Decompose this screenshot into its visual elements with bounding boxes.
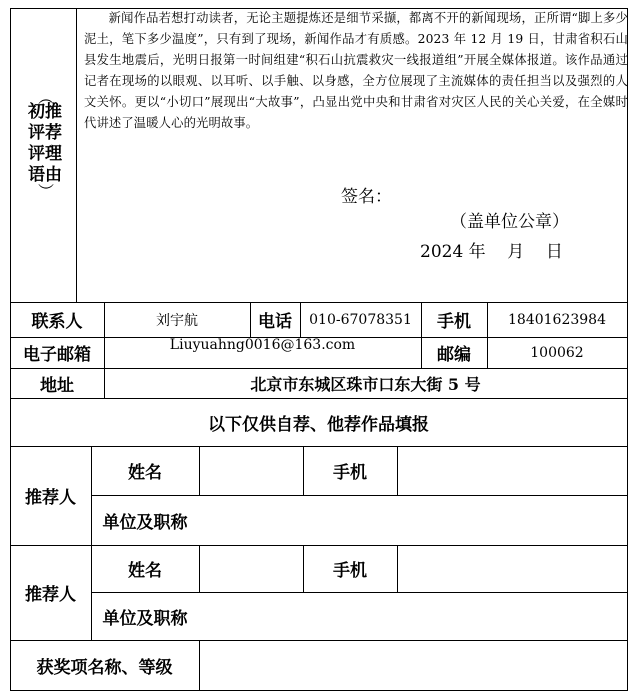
rule-rec1-v4: [397, 446, 398, 495]
recommender-2-label: 推荐人: [25, 585, 76, 605]
label-line-1: 初推: [28, 102, 62, 122]
phone-label: 电话: [258, 312, 292, 332]
seal-note: （盖单位公章）: [450, 212, 569, 232]
recommender-1-mobile-label: 手机: [333, 463, 367, 483]
contact-person-value: 刘宇航: [156, 312, 198, 329]
mobile-label: 手机: [437, 312, 471, 332]
self-recommend-note: 以下仅供自荐、他荐作品填报: [208, 414, 429, 435]
postcode-label: 邮编: [437, 345, 471, 365]
rule-recommendation-divider: [76, 8, 77, 302]
label-line-4: 语由: [28, 165, 62, 185]
rule-rec2-v4: [397, 545, 398, 592]
recommender-2-name-label: 姓名: [128, 561, 162, 581]
awards-label: 获奖项名称、等级: [36, 657, 173, 678]
phone-value: 010-67078351: [309, 311, 412, 328]
recommender-2-org-label: 单位及职称: [102, 608, 188, 629]
rule-bottom: [10, 690, 628, 691]
email-label: 电子邮箱: [23, 345, 91, 365]
mobile-value: 18401623984: [508, 311, 606, 328]
paren-open: （: [36, 88, 55, 105]
rule-awards-v1: [199, 640, 200, 690]
contact-person-label: 联系人: [31, 312, 83, 332]
rule-rec1-v2: [199, 446, 200, 495]
address-label: 地址: [40, 375, 74, 396]
postcode-value: 100062: [530, 344, 584, 361]
paren-close: ）: [36, 182, 55, 199]
recommender-1-label: 推荐人: [25, 488, 76, 508]
date-line: 2024 年 月 日: [420, 242, 563, 262]
label-line-3: 评理: [28, 144, 62, 164]
recommendation-text: 新闻作品若想打动读者，无论主题提炼还是细节采撷，都离不开的新闻现场，正所谓“脚上多少泥土，笔下多少温度”，只有到了现场，新闻作品才有质感。2023 年 12 月 19 日，甘肃省积石山县发生地震后，光明日报第一时间组建“积石山抗震救灾一线报道组”开展全媒体报道。该作品通过记者在现场的以眼观、以耳听、以手触、以身感，全方位展现了主流媒体的责任担当以及强烈的人文关怀。更以“小切口”展现出“大故事”，凸显出党中央和甘肃省对灾区人民的关心关爱，在全媒时代讲述了温暖人心的光明故事。: [84, 11, 628, 130]
email-value: Liuyuahng0016@163.com: [169, 337, 356, 353]
label-line-2: 评荐: [28, 123, 62, 143]
recommender-2-mobile-label: 手机: [333, 561, 367, 581]
recommender-1-name-label: 姓名: [128, 463, 162, 483]
recommender-1-org-label: 单位及职称: [102, 512, 188, 533]
signature-label: 签名：: [341, 187, 392, 207]
rule-rec2-v2: [199, 545, 200, 592]
address-value: 北京市东城区珠市口东大街 5 号: [250, 374, 481, 394]
recommendation-section-label: [14, 88, 76, 232]
